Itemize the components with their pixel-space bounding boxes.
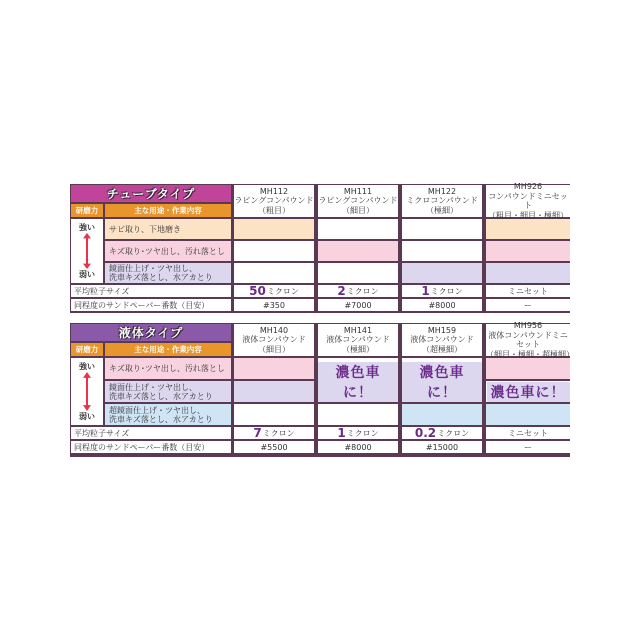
- product-name: コンパウンドミニセット: [488, 191, 568, 210]
- weak-label: 弱い: [79, 412, 95, 421]
- size-unit: ミクロン: [266, 286, 299, 296]
- dark-car-badge: 濃色車に！: [318, 362, 398, 402]
- tube-usage-header-label: 主な用途・作業内容: [134, 206, 202, 215]
- product-code: MH140: [259, 325, 289, 335]
- tube-title: チューブタイプ: [106, 187, 196, 201]
- size-unit: ミクロン: [346, 428, 379, 438]
- size-unit: ミニセット: [508, 286, 548, 296]
- size-number: 2: [337, 284, 346, 298]
- liquid-size-mh956: [486, 427, 570, 439]
- up-down-arrow-icon: [84, 372, 90, 411]
- liquid-usage-row-1: [105, 358, 231, 379]
- product-code: MH926: [513, 182, 543, 191]
- tube-size-mh111: [318, 285, 398, 297]
- tube-cell-r2-c3: [402, 241, 482, 261]
- up-down-arrow-icon: [84, 233, 90, 269]
- tube-grit-mh112: [234, 299, 314, 311]
- tube-cell-r3-c2: [318, 263, 398, 283]
- liquid-type-table: [70, 321, 574, 457]
- grit-value: #350: [263, 300, 285, 310]
- size-unit: ミクロン: [262, 428, 295, 438]
- tube-type-table: [70, 184, 570, 313]
- dark-car-badge: 濃色車に！: [487, 382, 570, 402]
- tube-strength-header: [71, 204, 103, 217]
- tube-size-mh926: [486, 285, 570, 297]
- size-unit: ミクロン: [346, 286, 379, 296]
- tube-title-banner: [71, 185, 231, 202]
- liquid-title-banner: [71, 324, 231, 341]
- product-code: MH111: [343, 186, 373, 196]
- tube-grit-mh926: [486, 299, 570, 311]
- tube-grit-mh111: [318, 299, 398, 311]
- liquid-product-header-mh956: [486, 321, 574, 359]
- product-code: MH956: [513, 321, 543, 330]
- tube-cell-r3-c3: [402, 263, 482, 283]
- liquid-cell-r3-c2: [318, 404, 398, 425]
- liquid-grit-label: [71, 441, 231, 453]
- tube-cell-r1-c1: [234, 219, 314, 239]
- product-grade: （極細）: [342, 344, 374, 354]
- grit-value: ー: [524, 442, 532, 452]
- grit-value: #15000: [425, 442, 459, 452]
- liquid-size-mh141: [318, 427, 398, 439]
- tube-cell-r1-c3: [402, 219, 482, 239]
- liquid-cell-r2-c1: [234, 381, 314, 402]
- tube-grit-label: [71, 299, 231, 311]
- liquid-product-header-mh159: [402, 324, 482, 356]
- strong-label: 強い: [79, 223, 95, 232]
- liquid-cell-r2-c4: [486, 381, 570, 402]
- product-name: 液体コンパウンドミニセット: [488, 330, 568, 349]
- size-unit: ミクロン: [430, 286, 463, 296]
- tube-product-header-mh122: [402, 185, 482, 217]
- product-name: 液体コンパウンド: [410, 335, 474, 345]
- liquid-grit-mh140: [234, 441, 314, 453]
- grit-value: #8000: [344, 442, 372, 452]
- tube-cell-r1-c4: [486, 219, 570, 239]
- size-number: 7: [253, 426, 262, 440]
- tube-strength-header-label: 研磨力: [75, 206, 99, 215]
- size-number: 1: [337, 426, 346, 440]
- liquid-cell-r1-c1: [234, 358, 314, 379]
- liquid-grit-mh159: [402, 441, 482, 453]
- product-grade: （粗目）: [258, 205, 290, 215]
- liquid-strength-header: [71, 343, 103, 356]
- product-code: MH112: [259, 186, 289, 196]
- liquid-usage-text-3: 超鏡面仕上げ・ツヤ出し、 洗車キズ落とし、水アカとり: [109, 405, 213, 424]
- liquid-product-header-mh140: [234, 324, 314, 356]
- liquid-cell-r1-c4: [486, 358, 570, 379]
- tube-product-header-mh111: [318, 185, 398, 217]
- tube-product-header-mh112: [234, 185, 314, 217]
- tube-cell-r2-c2: [318, 241, 398, 261]
- liquid-usage-text-1: キズ取り･ツヤ出し、汚れ落とし: [109, 364, 225, 373]
- tube-usage-text-3: 鏡面仕上げ・ツヤ出し、 洗車キズ落とし、水アカとり: [109, 264, 213, 282]
- liquid-usage-text-2: 鏡面仕上げ・ツヤ出し、 洗車キズ落とし、水アカとり: [109, 382, 213, 401]
- liquid-size-mh140: [234, 427, 314, 439]
- liquid-cell-r3-c1: [234, 404, 314, 425]
- size-number: 0.2: [414, 426, 437, 440]
- tube-cell-r1-c2: [318, 219, 398, 239]
- liquid-size-label: [71, 427, 231, 439]
- size-unit: ミニセット: [508, 428, 548, 438]
- tube-cell-r3-c4: [486, 263, 570, 283]
- product-grade: （細目）: [258, 344, 290, 354]
- liquid-usage-row-2: [105, 381, 231, 402]
- liquid-size-mh159: [402, 427, 482, 439]
- tube-cell-r2-c4: [486, 241, 570, 261]
- tube-size-label: [71, 285, 231, 297]
- tube-product-header-mh926: [486, 182, 570, 220]
- weak-label: 弱い: [79, 270, 95, 279]
- tube-grit-mh122: [402, 299, 482, 311]
- tube-cell-r3-c1: [234, 263, 314, 283]
- product-name: 液体コンパウンド: [326, 335, 390, 345]
- liquid-grit-mh141: [318, 441, 398, 453]
- product-grade: （極細）: [426, 205, 458, 215]
- tube-usage-row-1: [105, 219, 231, 239]
- grit-value: #5500: [260, 442, 288, 452]
- tube-size-mh112: [234, 285, 314, 297]
- size-number: 1: [421, 284, 430, 298]
- liquid-strength-header-label: 研磨力: [75, 345, 99, 354]
- liquid-cell-r3-c4: [486, 404, 570, 425]
- size-label-text: 平均粒子サイズ: [74, 428, 130, 438]
- tube-usage-text-1: サビ取り、下地磨き: [109, 224, 181, 234]
- product-grade: （粗目・細目・極細）: [488, 210, 568, 220]
- grit-value: ー: [524, 300, 532, 310]
- product-code: MH141: [343, 325, 373, 335]
- product-code: MH122: [427, 186, 457, 196]
- liquid-cell-r2-c3: [402, 365, 482, 402]
- grit-label-text: 同程度のサンドペーパー番数（目安）: [74, 442, 210, 452]
- product-grade: （細目・極細・超極細）: [486, 349, 574, 359]
- product-code: MH159: [427, 325, 457, 335]
- product-name: ラピングコンパウンド: [318, 196, 398, 206]
- liquid-usage-header: [105, 343, 231, 356]
- product-name: ラピングコンパウンド: [234, 196, 314, 206]
- liquid-strength-scale: [71, 358, 103, 425]
- strong-label: 強い: [79, 362, 95, 371]
- product-name: 液体コンパウンド: [242, 335, 306, 345]
- tube-usage-text-2: キズ取り･ツヤ出し、汚れ落とし: [109, 246, 225, 256]
- dark-car-badge: 濃色車に！: [402, 362, 482, 402]
- size-label-text: 平均粒子サイズ: [74, 286, 130, 296]
- liquid-product-header-mh141: [318, 324, 398, 356]
- tube-usage-header: [105, 204, 231, 217]
- tube-usage-row-2: [105, 241, 231, 261]
- tube-size-mh122: [402, 285, 482, 297]
- liquid-cell-r3-c3: [402, 404, 482, 425]
- liquid-title: 液体タイプ: [118, 326, 184, 340]
- tube-strength-scale: [71, 219, 103, 283]
- product-grade: （超極細）: [422, 344, 462, 354]
- tube-usage-row-3: [105, 263, 231, 283]
- liquid-grit-mh956: [486, 441, 570, 453]
- liquid-usage-row-3: [105, 404, 231, 425]
- grit-label-text: 同程度のサンドペーパー番数（目安）: [74, 300, 210, 310]
- tube-cell-r2-c1: [234, 241, 314, 261]
- grit-value: #8000: [428, 300, 456, 310]
- grit-value: #7000: [344, 300, 372, 310]
- product-grade: （細目）: [342, 205, 374, 215]
- liquid-cell-r2-c2: [318, 365, 398, 402]
- size-number: 50: [249, 284, 266, 298]
- size-unit: ミクロン: [437, 428, 470, 438]
- liquid-usage-header-label: 主な用途・作業内容: [134, 345, 202, 354]
- product-name: ミクロコンパウンド: [406, 196, 478, 206]
